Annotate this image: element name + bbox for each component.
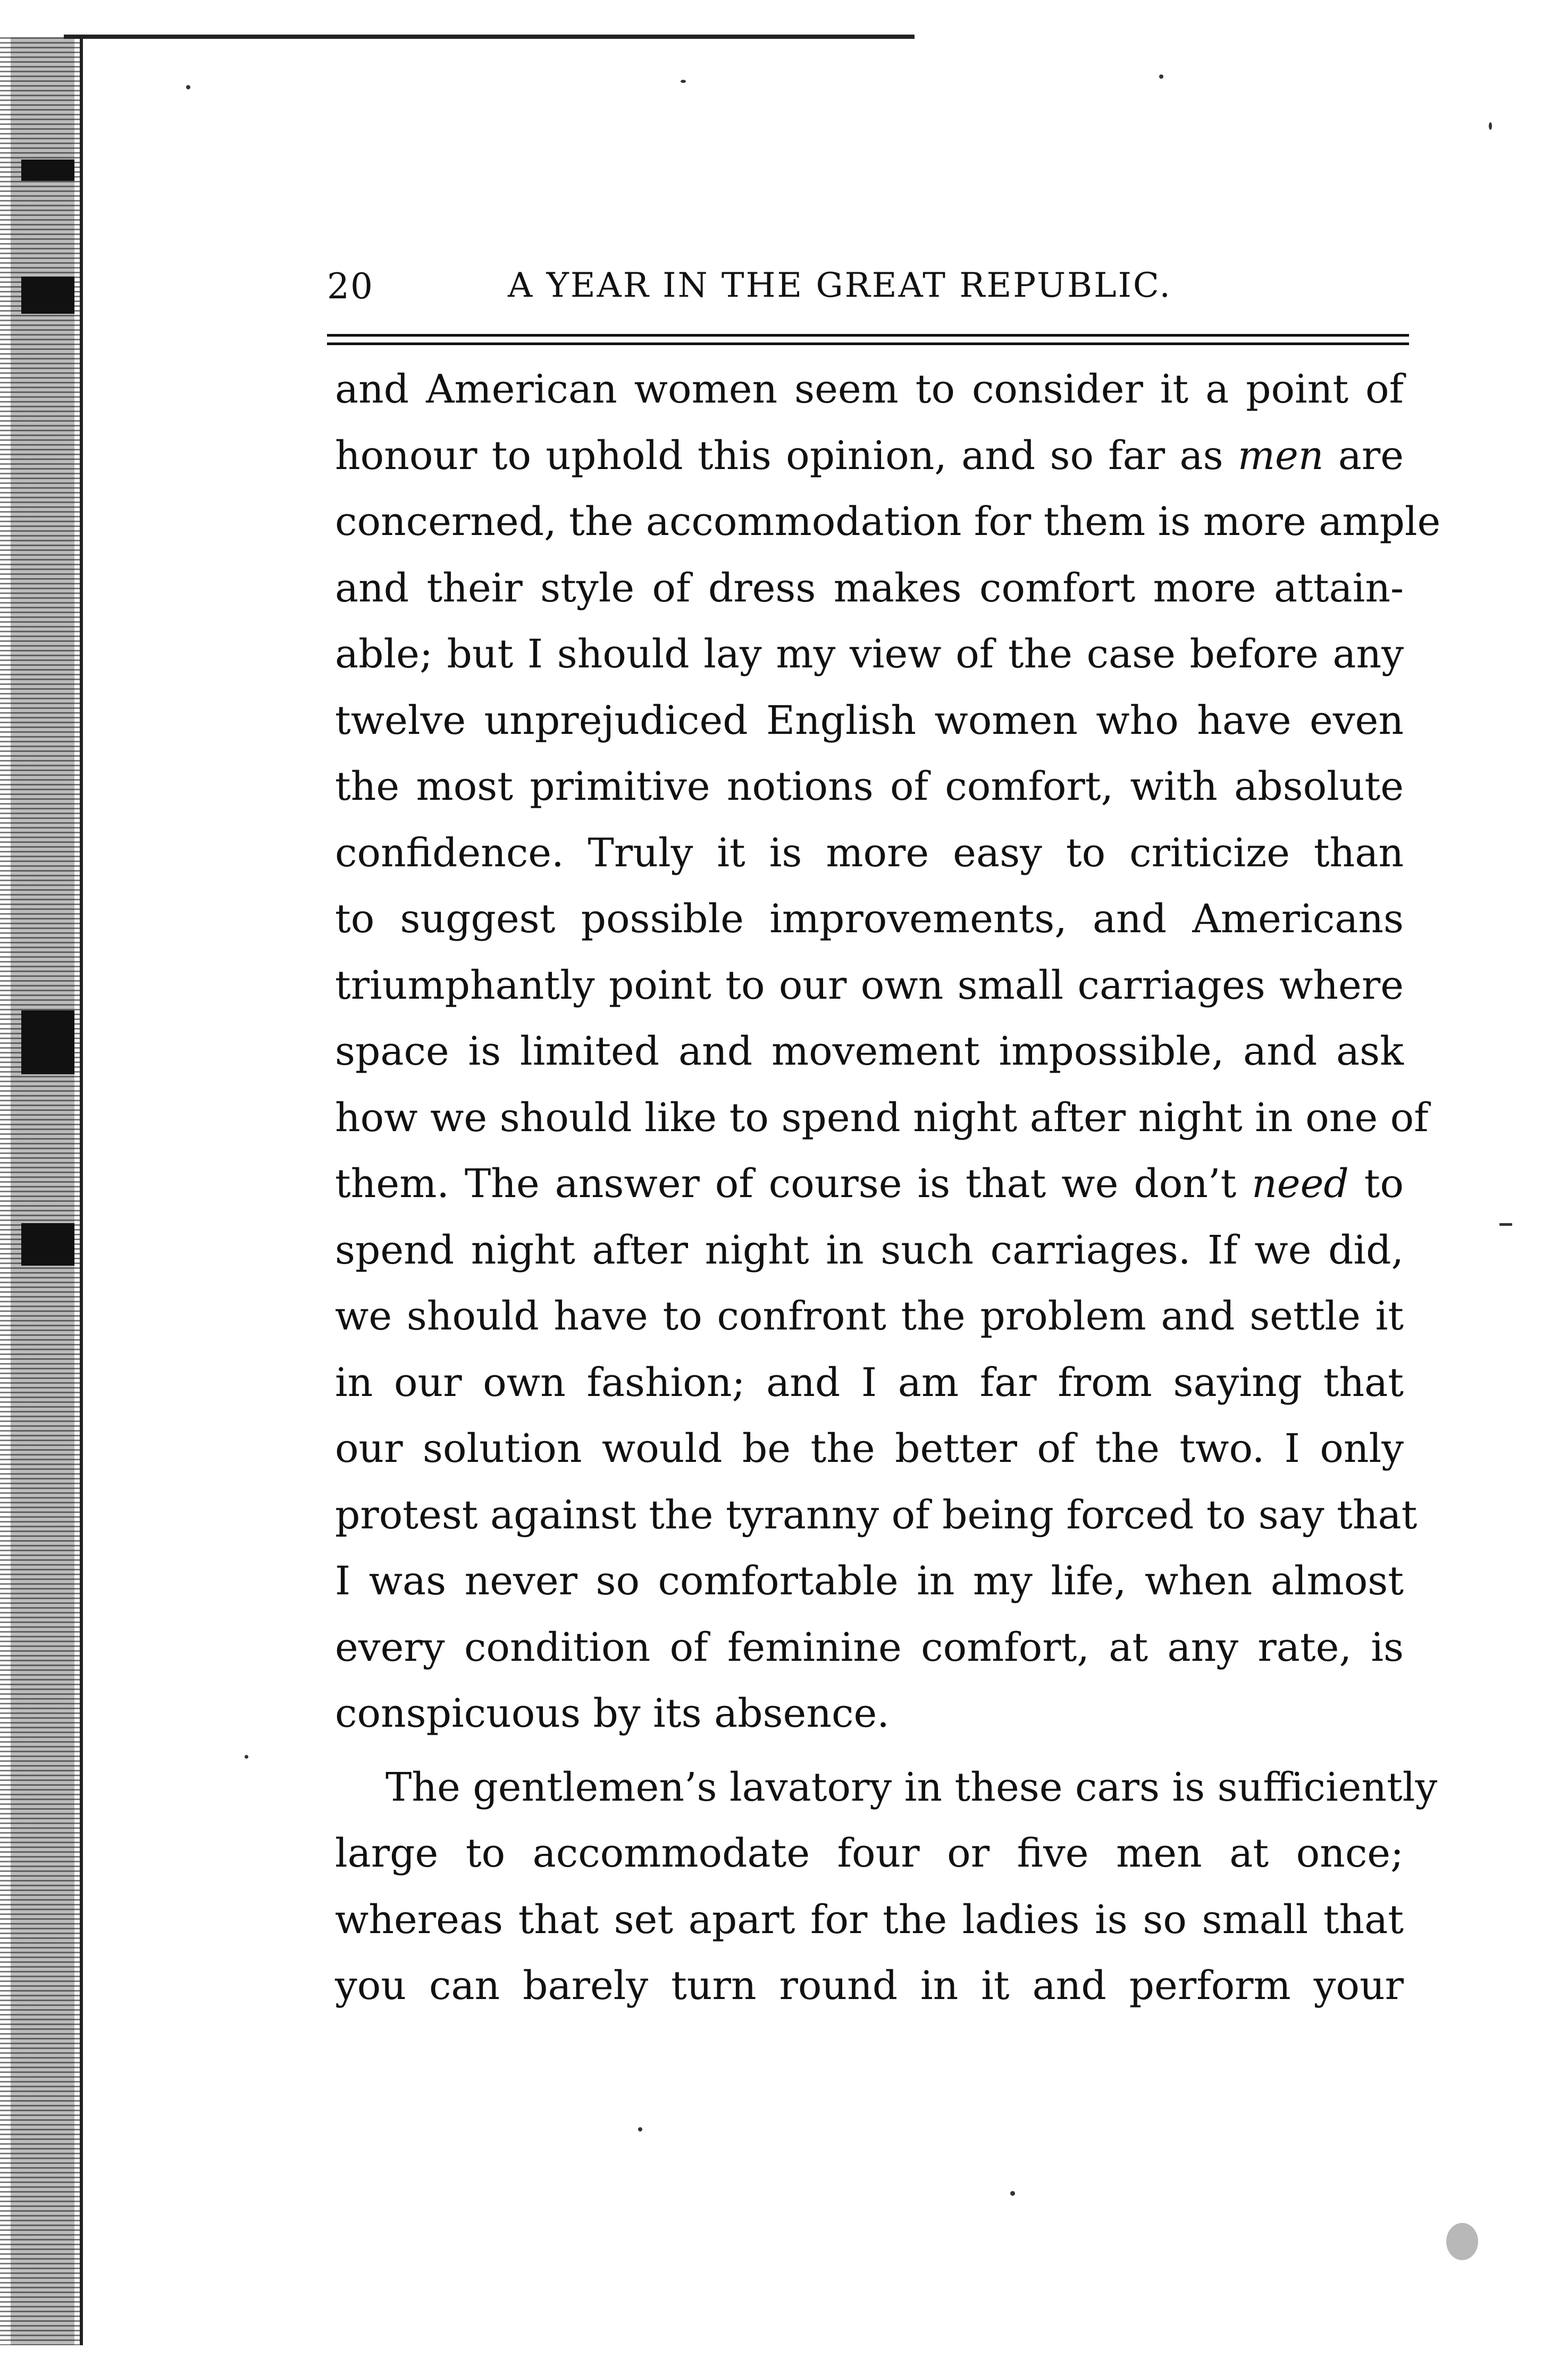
page-header	[327, 266, 1409, 314]
text-line: you can barely turn round in it and perform your	[335, 1963, 1404, 2009]
text-line: spend night after night in such carriages. If we did,	[335, 1227, 1404, 1273]
text-line: whereas that set apart for the ladies is so small that	[335, 1896, 1404, 1943]
text-line: and American women seem to consider it a point of	[335, 366, 1404, 412]
gutter-edge-line	[80, 37, 83, 2345]
scan-speck	[638, 2127, 642, 2131]
text-line: I was never so comfortable in my life, when almost	[335, 1558, 1404, 1604]
scan-speck	[1499, 1223, 1512, 1226]
scan-speck	[681, 80, 686, 83]
gutter-mark	[21, 277, 74, 314]
page-number: 20	[327, 266, 374, 307]
scan-speck	[186, 85, 190, 89]
scan-speck	[245, 1755, 248, 1759]
italic-word: men	[1237, 432, 1324, 479]
text-line: them. The answer of course is that we don’t need to	[335, 1161, 1404, 1207]
text-line: confidence. Truly it is more easy to criticize than	[335, 830, 1404, 876]
body-text	[335, 356, 1441, 2019]
text-line: in our own fashion; and I am far from saying that	[335, 1359, 1404, 1406]
text-line: and their style of dress makes comfort more attain-	[335, 565, 1404, 611]
text-line: protest against the tyranny of being forced to say that	[335, 1492, 1418, 1538]
text-line: triumphantly point to our own small carriages where	[335, 962, 1404, 1008]
scan-speck	[1446, 2223, 1478, 2260]
text-line: space is limited and movement impossible, and ask	[335, 1029, 1404, 1074]
scan-speck	[1010, 2191, 1015, 2196]
scan-speck	[1489, 122, 1492, 130]
text-line: large to accommodate four or five men at once;	[335, 1830, 1404, 1876]
gutter-mark	[21, 1010, 74, 1074]
text-line: how we should like to spend night after night in one of	[335, 1094, 1429, 1141]
text-line: every condition of feminine comfort, at any rate, is	[335, 1624, 1404, 1670]
book-gutter	[0, 37, 80, 2345]
italic-word: need	[1252, 1161, 1349, 1207]
text-line: The gentlemen’s lavatory in these cars is sufficiently	[385, 1764, 1438, 1810]
scan-top-edge	[64, 35, 915, 39]
text-line: our solution would be the better of the two. I only	[335, 1426, 1404, 1471]
text-line: the most primitive notions of comfort, with absolute	[335, 764, 1404, 809]
gutter-mark	[21, 160, 74, 181]
text-line: honour to uphold this opinion, and so far as men are	[335, 432, 1404, 479]
text-line: to suggest possible improvements, and Americans	[335, 896, 1404, 942]
text-line: concerned, the accommodation for them is more ample	[335, 499, 1441, 545]
gutter-mark	[21, 1223, 74, 1266]
text-line: conspicuous by its absence.	[335, 1691, 890, 1736]
text-line: able; but I should lay my view of the case before any	[335, 631, 1404, 677]
header-rule	[327, 334, 1409, 337]
running-title: A YEAR IN THE GREAT REPUBLIC.	[508, 266, 1172, 305]
text-line: we should have to confront the problem and settle it	[335, 1293, 1404, 1339]
scan-speck	[1159, 74, 1163, 79]
header-rule	[327, 342, 1409, 345]
text-line: twelve unprejudiced English women who have even	[335, 697, 1404, 743]
